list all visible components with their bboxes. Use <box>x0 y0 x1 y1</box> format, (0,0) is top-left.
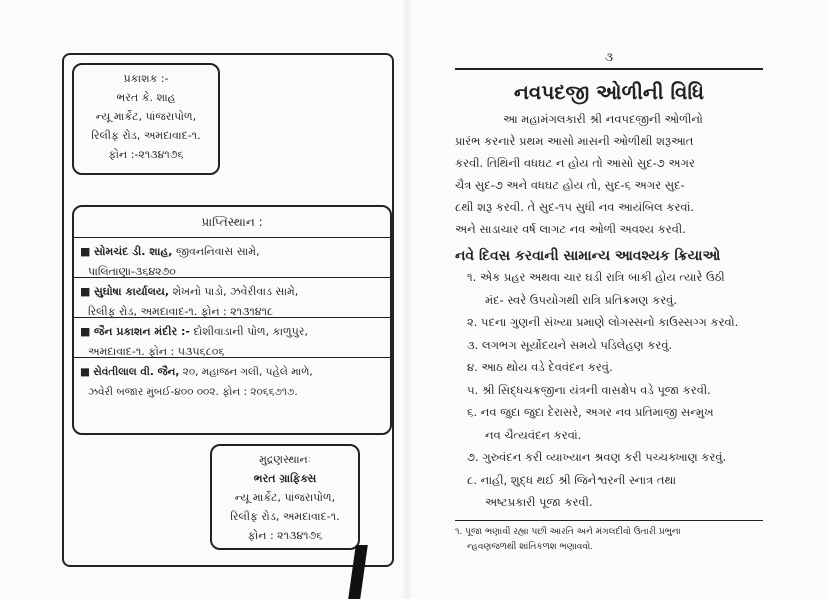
entry-line: અમદાવાદ-૧. ફોન : ૫૩૫૬૮૦૬ <box>88 345 225 358</box>
publisher-line: રિલીફ રોડ, અમદાવાદ-૧. <box>91 129 201 142</box>
right-page <box>455 50 763 555</box>
list-item-continuation: મંદ- સ્વરે ઉપયોગથી રાત્રિ પ્રતિક્રમણ કરવું. <box>485 292 678 307</box>
intro-paragraph <box>455 108 763 240</box>
list-item: ૫. શ્રી સિદ્ધચક્રજીના યંત્રની વાસક્ષેપ વડે પૂજા કરવી. <box>467 382 711 397</box>
list-item: ૩. લગભગ સૂર્યોદયને સમયે પડિલેહણ કરવું. <box>467 337 673 352</box>
printer-line: ફોન : ૨૧૩૪૧૭૬ <box>247 529 323 542</box>
list-item-continuation: અષ્ટપ્રકારી પૂજા કરવી. <box>485 495 593 509</box>
publisher-line: ન્યૂ માર્કેટ, પાંજરાપોળ, <box>95 110 197 123</box>
entry-line: ૨૦, મહાજન ગલી, પહેલે માળે, <box>182 366 313 378</box>
entry-name: જૈન પ્રકાશન મંદીર :- <box>93 325 190 338</box>
intro-line: કરવી. તિથિની વધઘટ ન હોય તો આસો સુદ-૭ અગર <box>455 156 695 170</box>
printer-heading: મુદ્રણસ્થાનઃ <box>259 453 311 466</box>
page-title: નવપદજી ઓળીની વિધિ <box>513 80 705 104</box>
entry-line: શેખનો પાડો, ઝવેરીવાડ સામે, <box>172 285 299 298</box>
entry-name: સોમચંદ ડી. શાહ, <box>93 245 173 258</box>
intro-line: ૮થી શરૂ કરવી. તે સુદ-૧૫ સુધી નવ આયંબિલ કરવાં. <box>455 200 695 214</box>
printer-line: ન્યૂ માર્કેટ, પાંજરાપોળ, <box>234 491 336 504</box>
distribution-heading: પ્રાપ્તિસ્થાન : <box>74 207 390 238</box>
list-item: ૬. નવ જુદા જુદા દેરાસરે, અગર નવ પ્રતિમાજી સન્મુખ <box>467 405 714 419</box>
publisher-line: ભરત કે. શાહ <box>116 91 176 104</box>
entry-line: રિલીફ રોડ, અમદાવાદ-૧. ફોન : ૨૧૩૧૪૧૮ <box>88 305 274 318</box>
intro-line: અને સાડાચાર વર્ષ લાગટ નવ ઓળી અવશ્ય કરવી. <box>455 222 686 236</box>
distribution-entry: ■ સુઘોષા કાર્યાલય, શેખનો પાડો, ઝવેરીવાડ સામે, રિલીફ રોડ, અમદાવાદ-૧. ફોન : ૨૧૩૧૪૧૮ <box>74 278 390 318</box>
entry-line: જીવનનિવાસ સામે, <box>175 245 260 258</box>
entry-name: સુઘોષા કાર્યાલય, <box>93 285 170 298</box>
footnote-line: ન્હવણજળથી શાંતિકળશ ભણાવવો. <box>467 541 594 552</box>
intro-line: ચૈત્ર સુદ-૭ અને વધઘટ હોય તો, સુદ-૬ અગર સુદ- <box>455 178 685 192</box>
list-item-continuation: નવ ચૈત્યવંદન કરવાં. <box>485 427 582 442</box>
section-heading: નવે દિવસ કરવાની સામાન્ય આવશ્યક ક્રિયાઓ <box>455 248 721 264</box>
printer-line: ભરત ગ્રાફિક્સ <box>253 472 317 485</box>
entry-line: પાલિતાણા-૩૬૪૨૭૦ <box>88 265 176 278</box>
distribution-entry: ■ જૈન પ્રકાશન મંદીર :- દોશીવાડાની પોળ, કાળુપુર, અમદાવાદ-૧. ફોન : ૫૩૫૬૮૦૬ <box>74 318 390 358</box>
list-item: ૭. ગુરુવંદન કરી વ્યાખ્યાન શ્રવણ કરી પચ્ચક્ખાણ કરવું. <box>467 450 727 464</box>
page-number: ૩ <box>605 50 613 64</box>
distribution-box <box>72 205 392 435</box>
ritual-list <box>455 266 763 514</box>
entry-line: દોશીવાડાની પોળ, કાળુપુર, <box>193 325 308 338</box>
printer-line: રિલીફ રોડ, અમદાવાદ-૧. <box>230 510 340 523</box>
list-item: ૧. એક પ્રહર અથવા ચાર ઘડી રાત્રિ બાકી હોય ત્યારે ઉઠી <box>467 270 725 284</box>
distribution-entry: ■ સેવંતીલાલ વી. જૈન, ૨૦, મહાજન ગલી, પહેલે માળે, ઝવેરી બજાર મુંબઈ-૪૦૦ ૦૦૨. ફોન : ૨૦૬૬૭૧૭. <box>74 358 390 398</box>
header-rule <box>455 68 763 70</box>
entry-name: સેવંતીલાલ વી. જૈન, <box>93 366 180 378</box>
distribution-entry: ■ સોમચંદ ડી. શાહ, જીવનનિવાસ સામે, પાલિતાણા-૩૬૪૨૭૦ <box>74 238 390 278</box>
page-spine <box>402 0 412 599</box>
publisher-line: ફોન :-૨૧૩૪૧૭૬ <box>108 148 184 161</box>
intro-line: આ મહામંગલકારી શ્રી નવપદજીની ઓળીનો <box>503 112 703 126</box>
list-item: ૪. આઠ થોય વડે દેવવંદન કરવું. <box>467 360 613 374</box>
list-item: ૮. નાહી, શુદ્ધ થઈ શ્રી જિનેશ્વરની સ્નાત્ર તથા <box>467 472 677 487</box>
entry-line: ઝવેરી બજાર મુંબઈ-૪૦૦ ૦૦૨. ફોન : ૨૦૬૬૭૧૭. <box>88 386 298 398</box>
publisher-box <box>72 63 220 175</box>
list-item: ૨. પદના ગુણની સંખ્યા પ્રમાણે લોગસ્સનો કાઉસ્સગ્ગ કરવો. <box>467 315 739 329</box>
publisher-heading: પ્રકાશક :- <box>123 72 169 85</box>
footnote <box>455 520 763 555</box>
printer-box <box>210 444 360 550</box>
intro-line: પ્રારંભ કરનારે પ્રથમ આસો માસની ઓળીથી શરૂઆત <box>455 134 694 148</box>
footnote-line: ૧. પૂજા ભણાવી રહ્યા પછી આરતિ અને મંગલદીવો ઉતારી પ્રભુના <box>455 526 681 537</box>
